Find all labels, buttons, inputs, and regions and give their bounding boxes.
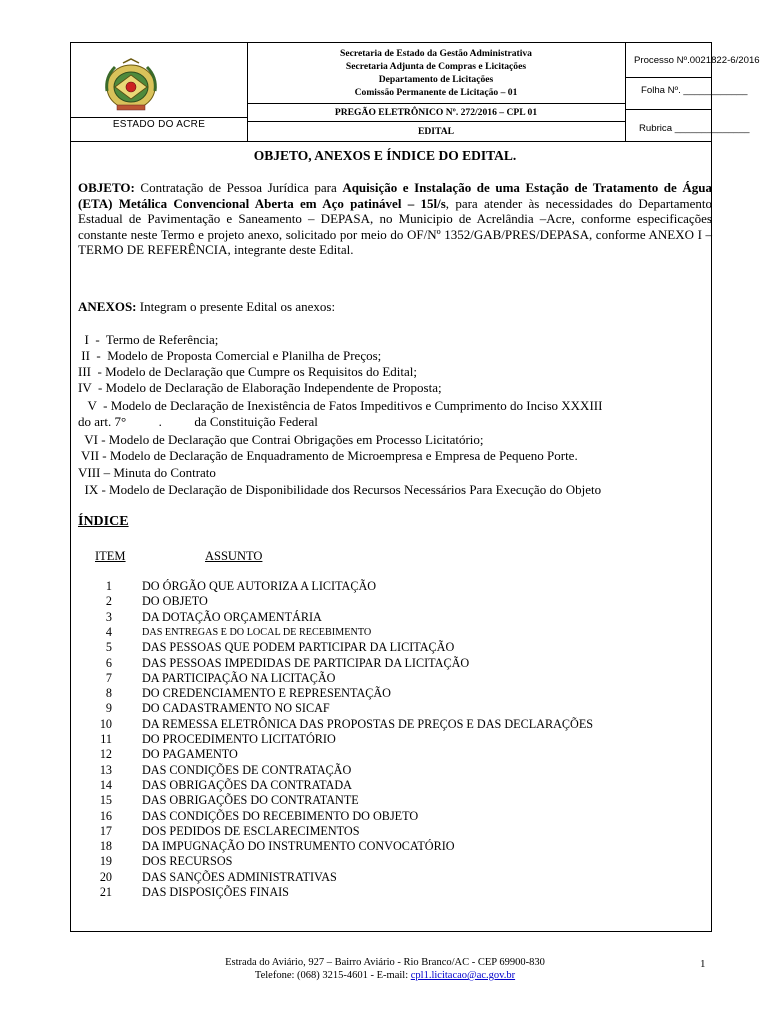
page-title: OBJETO, ANEXOS E ÍNDICE DO EDITAL.: [253, 148, 517, 163]
indice-item-number: 7: [105, 670, 112, 685]
footer-contact: [0, 969, 770, 982]
objeto-text-2: , para atender às necessidades do Departamento Estadual de Pavimentação e Saneamento – DEPASA, no Municipio de Acrelândia –Acre, conforme especificações constante neste Termo e projeto anexo, solicitado por meio do OF/Nº 1352/GAB/PRES/DEPASA, conforme ANEXO I – TERMO DE REFERÊNCIA, integrante deste Edital.: [78, 195, 712, 257]
indice-item-number: 20: [99, 869, 112, 884]
indice-item-number: 16: [99, 808, 112, 823]
indice-item-number: 18: [99, 839, 112, 854]
indice-item-subject: DO OBJETO: [142, 594, 208, 609]
indice-col-item: ITEM: [95, 549, 126, 563]
annex-item: VII - Modelo de Declaração de Enquadramento de Microempresa e Empresa de Pequeno Porte.: [78, 448, 578, 463]
footer-phone: Telefone: (068) 3215-4601 - E-mail:: [254, 970, 411, 981]
indice-item-subject: DAS ENTREGAS E DO LOCAL DE RECEBIMENTO: [142, 626, 372, 638]
anexos-text: Integram o presente Edital os anexos:: [136, 299, 336, 314]
header-line: Secretaria Adjunta de Compras e Licitações: [345, 61, 527, 72]
annex-item: II - Modelo de Proposta Comercial e Planilha de Preços;: [78, 348, 382, 363]
objeto-paragraph: [78, 180, 712, 258]
indice-item-number: 11: [100, 732, 112, 746]
indice-item-subject: DO PROCEDIMENTO LICITATÓRIO: [142, 732, 336, 746]
indice-item-subject: DAS OBRIGAÇÕES DO CONTRATANTE: [142, 793, 359, 808]
indice-item-number: 14: [99, 777, 112, 792]
indice-item-subject: DA PARTICIPAÇÃO NA LICITAÇÃO: [142, 670, 336, 685]
indice-item-number: 5: [105, 640, 112, 655]
header-line: Comissão Permanente de Licitação – 01: [354, 87, 518, 98]
page-number: 1: [700, 958, 706, 970]
indice-item-number: 8: [105, 686, 112, 701]
indice-item-subject: DO CADASTRAMENTO NO SICAF: [142, 701, 330, 716]
indice-item-number: 19: [99, 854, 112, 869]
folha-field: Folha Nº. ____________: [641, 85, 748, 96]
indice-item-subject: DAS PESSOAS QUE PODEM PARTICIPAR DA LICITAÇÃO: [142, 640, 455, 655]
acre-coat-of-arms-icon: [101, 57, 161, 113]
annex-item: do art. 7° . da Constituição Federal: [78, 414, 318, 429]
indice-item-number: 1: [105, 579, 112, 593]
estado-label: ESTADO DO ACRE: [112, 119, 206, 130]
indice-col-assunto: ASSUNTO: [205, 549, 263, 563]
indice-item-subject: DAS DISPOSIÇÕES FINAIS: [142, 885, 289, 899]
indice-item-number: 4: [105, 624, 112, 639]
indice-item-number: 6: [105, 655, 112, 670]
indice-item-subject: DOS PEDIDOS DE ESCLARECIMENTOS: [142, 823, 360, 838]
objeto-text-1: Contratação de Pessoa Jurídica para: [134, 180, 343, 195]
annex-item: V - Modelo de Declaração de Inexistência de Fatos Impeditivos e Cumprimento do Inciso XXXIII: [78, 398, 603, 413]
indice-item-subject: DAS PESSOAS IMPEDIDAS DE PARTICIPAR DA LICITAÇÃO: [142, 655, 470, 670]
indice-item-number: 2: [105, 594, 112, 609]
page-footer: [0, 956, 770, 982]
anexos-paragraph: [78, 299, 712, 315]
indice-item-subject: DAS OBRIGAÇÕES DA CONTRATADA: [142, 777, 352, 792]
header-process-cell: [625, 43, 760, 141]
footer-address: Estrada do Aviário, 927 – Bairro Aviário - Rio Branco/AC - CEP 69900-830: [225, 957, 545, 968]
indice-item-number: 3: [105, 609, 112, 624]
objeto-label: OBJETO:: [78, 180, 135, 195]
annex-item: IX - Modelo de Declaração de Disponibilidade dos Recursos Necessários Para Execução do Objeto: [78, 482, 602, 497]
indice-item-subject: DA IMPUGNAÇÃO DO INSTRUMENTO CONVOCATÓRIO: [142, 839, 455, 854]
edital-label: EDITAL: [417, 126, 455, 137]
processo-number: Processo Nº.0021822-6/2016: [634, 55, 760, 66]
indice-item-subject: DAS SANÇÕES ADMINISTRATIVAS: [142, 869, 337, 884]
indice-item-subject: DAS CONDIÇÕES DE CONTRATAÇÃO: [142, 762, 352, 777]
indice-title: ÍNDICE: [78, 514, 129, 529]
indice-item-subject: DO PAGAMENTO: [142, 747, 238, 762]
pregao-number: PREGÃO ELETRÔNICO Nº. 272/2016 – CPL 01: [334, 107, 538, 118]
indice-item-number: 21: [99, 885, 112, 899]
footer-email-link[interactable]: cpl1.licitacao@ac.gov.br: [410, 970, 516, 981]
indice-item-subject: DO ÓRGÃO QUE AUTORIZA A LICITAÇÃO: [142, 579, 377, 593]
indice-item-number: 12: [99, 747, 112, 762]
annex-item: III - Modelo de Declaração que Cumpre os Requisitos do Edital;: [78, 364, 417, 379]
indice-item-subject: DO CREDENCIAMENTO E REPRESENTAÇÃO: [142, 686, 391, 701]
annex-item: IV - Modelo de Declaração de Elaboração Independente de Proposta;: [78, 380, 442, 395]
rubrica-field: Rubrica ______________: [639, 123, 750, 134]
indice-item-subject: DOS RECURSOS: [142, 854, 233, 869]
indice-item-subject: DAS CONDIÇÕES DO RECEBIMENTO DO OBJETO: [142, 808, 419, 823]
header-logo-cell: [71, 43, 248, 141]
indice-item-number: 13: [99, 762, 112, 777]
header-line: Secretaria de Estado da Gestão Administrativa: [340, 48, 532, 59]
indice-item-subject: DA REMESSA ELETRÔNICA DAS PROPOSTAS DE PREÇOS E DAS DECLARAÇÕES: [142, 716, 594, 731]
header-title-cell: [247, 43, 626, 141]
anexos-label: ANEXOS:: [78, 299, 137, 314]
indice-item-subject: DA DOTAÇÃO ORÇAMENTÁRIA: [142, 609, 322, 624]
indice-item-number: 17: [99, 823, 112, 838]
annex-item: VIII – Minuta do Contrato: [78, 465, 216, 480]
indice-item-number: 9: [105, 701, 112, 716]
document-header: [70, 42, 760, 142]
annex-item: I - Termo de Referência;: [78, 332, 219, 347]
indice-item-number: 15: [99, 793, 112, 808]
annex-item: VI - Modelo de Declaração que Contrai Obrigações em Processo Licitatório;: [78, 432, 484, 447]
indice-item-number: 10: [99, 716, 112, 731]
header-institution-lines: [247, 47, 625, 99]
objeto-bold-text: Aquisição e Instalação de uma Estação de Tratamento de Água (ETA) Metálica Convencional Aberta em Aço patinável – 15l/s: [78, 180, 712, 211]
header-line: Departamento de Licitações: [378, 74, 494, 85]
